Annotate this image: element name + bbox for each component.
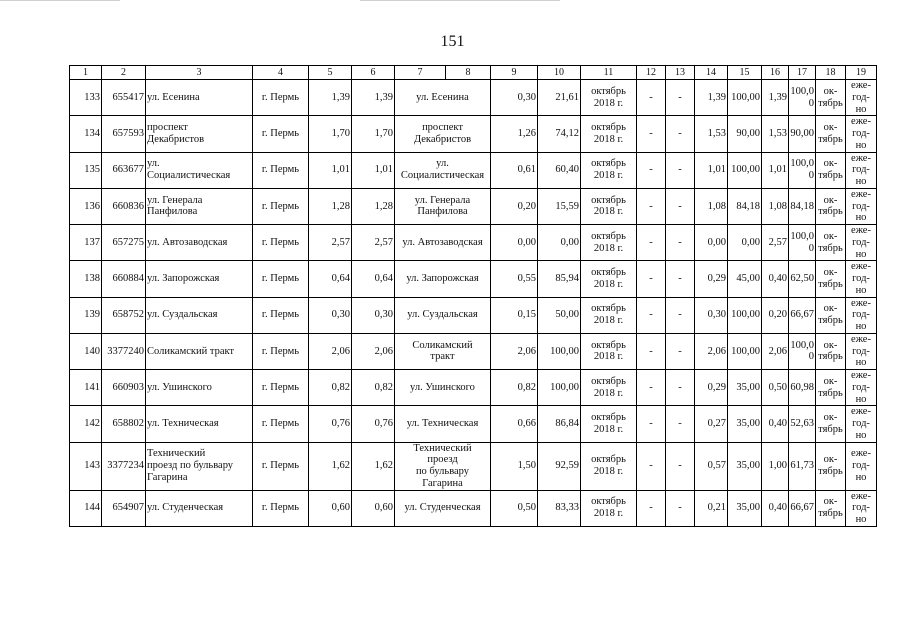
cell-value-9: 0,30 xyxy=(491,80,538,116)
column-header-10: 10 xyxy=(538,66,581,80)
column-header-9: 9 xyxy=(491,66,538,80)
cell-length-total: 2,06 xyxy=(309,333,352,369)
column-header-6: 6 xyxy=(352,66,395,80)
cell-value-13: - xyxy=(666,297,695,333)
table-row xyxy=(70,261,877,297)
cell-section-name: ул. Автозаводская xyxy=(395,225,491,261)
cell-frequency: еже- год- но xyxy=(846,333,877,369)
cell-value-9: 0,00 xyxy=(491,225,538,261)
cell-frequency: еже- год- но xyxy=(846,116,877,152)
cell-percent-17: 62,50 xyxy=(789,261,816,297)
cell-city: г. Пермь xyxy=(253,370,309,406)
cell-value-16: 1,01 xyxy=(762,152,789,188)
cell-value-12: - xyxy=(637,297,666,333)
cell-value-13: - xyxy=(666,116,695,152)
cell-percent-15: 100,00 xyxy=(728,152,762,188)
cell-value-14: 0,29 xyxy=(695,370,728,406)
cell-percent-15: 35,00 xyxy=(728,442,762,490)
cell-road-id: 658752 xyxy=(102,297,146,333)
cell-month: ок- тябрь xyxy=(816,333,846,369)
cell-row-number: 139 xyxy=(70,297,102,333)
cell-frequency: еже- год- но xyxy=(846,152,877,188)
cell-value-9: 0,61 xyxy=(491,152,538,188)
cell-value-12: - xyxy=(637,406,666,442)
cell-percent-15: 0,00 xyxy=(728,225,762,261)
cell-row-number: 137 xyxy=(70,225,102,261)
cell-road-id: 657593 xyxy=(102,116,146,152)
cell-road-name: ул. Суздальская xyxy=(146,297,253,333)
cell-assessment-date: октябрь 2018 г. xyxy=(581,297,637,333)
table-row xyxy=(70,370,877,406)
cell-section-name: проспект Декабристов xyxy=(395,116,491,152)
cell-road-id: 660836 xyxy=(102,188,146,224)
cell-row-number: 134 xyxy=(70,116,102,152)
cell-row-number: 133 xyxy=(70,80,102,116)
column-header-13: 13 xyxy=(666,66,695,80)
cell-road-id: 657275 xyxy=(102,225,146,261)
cell-assessment-date: октябрь 2018 г. xyxy=(581,490,637,526)
cell-value-16: 1,39 xyxy=(762,80,789,116)
cell-city: г. Пермь xyxy=(253,261,309,297)
cell-assessment-date: октябрь 2018 г. xyxy=(581,188,637,224)
cell-value-14: 1,01 xyxy=(695,152,728,188)
cell-value-14: 2,06 xyxy=(695,333,728,369)
cell-road-name: ул. Есенина xyxy=(146,80,253,116)
cell-frequency: еже- год- но xyxy=(846,442,877,490)
cell-length-assessed: 0,82 xyxy=(352,370,395,406)
column-header-7: 7 xyxy=(395,66,446,80)
cell-value-13: - xyxy=(666,490,695,526)
cell-frequency: еже- год- но xyxy=(846,225,877,261)
cell-month: ок- тябрь xyxy=(816,406,846,442)
cell-row-number: 143 xyxy=(70,442,102,490)
column-header-19: 19 xyxy=(846,66,877,80)
column-header-15: 15 xyxy=(728,66,762,80)
cell-value-12: - xyxy=(637,261,666,297)
cell-length-assessed: 1,28 xyxy=(352,188,395,224)
cell-road-id: 3377234 xyxy=(102,442,146,490)
column-header-14: 14 xyxy=(695,66,728,80)
cell-percent-17: 90,00 xyxy=(789,116,816,152)
cell-value-9: 0,55 xyxy=(491,261,538,297)
cell-road-id: 658802 xyxy=(102,406,146,442)
cell-road-name: Технический проезд по бульвару Гагарина xyxy=(146,442,253,490)
cell-percent-17: 66,67 xyxy=(789,297,816,333)
cell-value-12: - xyxy=(637,333,666,369)
cell-road-name: ул. Ушинского xyxy=(146,370,253,406)
cell-percent-10: 15,59 xyxy=(538,188,581,224)
cell-section-name: Технический проезд по бульвару Гагарина xyxy=(395,442,491,490)
cell-value-16: 0,50 xyxy=(762,370,789,406)
cell-assessment-date: октябрь 2018 г. xyxy=(581,116,637,152)
cell-value-9: 2,06 xyxy=(491,333,538,369)
cell-length-assessed: 1,70 xyxy=(352,116,395,152)
cell-percent-10: 74,12 xyxy=(538,116,581,152)
cell-city: г. Пермь xyxy=(253,225,309,261)
column-header-18: 18 xyxy=(816,66,846,80)
cell-frequency: еже- год- но xyxy=(846,406,877,442)
cell-length-assessed: 0,76 xyxy=(352,406,395,442)
cell-percent-17: 100,0 0 xyxy=(789,225,816,261)
cell-month: ок- тябрь xyxy=(816,490,846,526)
cell-value-16: 1,00 xyxy=(762,442,789,490)
cell-value-14: 0,21 xyxy=(695,490,728,526)
cell-assessment-date: октябрь 2018 г. xyxy=(581,80,637,116)
table-row xyxy=(70,333,877,369)
cell-value-13: - xyxy=(666,333,695,369)
cell-length-assessed: 0,60 xyxy=(352,490,395,526)
cell-city: г. Пермь xyxy=(253,406,309,442)
cell-frequency: еже- год- но xyxy=(846,490,877,526)
column-header-11: 11 xyxy=(581,66,637,80)
column-header-2: 2 xyxy=(102,66,146,80)
page-number: 151 xyxy=(440,33,465,50)
cell-assessment-date: октябрь 2018 г. xyxy=(581,225,637,261)
cell-length-total: 1,28 xyxy=(309,188,352,224)
cell-month: ок- тябрь xyxy=(816,442,846,490)
cell-length-assessed: 0,30 xyxy=(352,297,395,333)
cell-value-9: 0,66 xyxy=(491,406,538,442)
cell-percent-15: 35,00 xyxy=(728,490,762,526)
cell-frequency: еже- год- но xyxy=(846,297,877,333)
cell-length-assessed: 2,57 xyxy=(352,225,395,261)
cell-road-id: 655417 xyxy=(102,80,146,116)
cell-value-16: 2,06 xyxy=(762,333,789,369)
cell-percent-10: 100,00 xyxy=(538,333,581,369)
cell-value-9: 1,50 xyxy=(491,442,538,490)
cell-length-total: 0,64 xyxy=(309,261,352,297)
cell-percent-15: 35,00 xyxy=(728,406,762,442)
cell-value-16: 0,20 xyxy=(762,297,789,333)
table-row xyxy=(70,442,877,490)
cell-percent-17: 61,73 xyxy=(789,442,816,490)
cell-value-14: 0,27 xyxy=(695,406,728,442)
cell-section-name: ул. Запорожская xyxy=(395,261,491,297)
cell-value-12: - xyxy=(637,188,666,224)
cell-value-13: - xyxy=(666,406,695,442)
cell-value-9: 0,50 xyxy=(491,490,538,526)
cell-length-total: 0,76 xyxy=(309,406,352,442)
table-row xyxy=(70,116,877,152)
cell-percent-15: 35,00 xyxy=(728,370,762,406)
cell-length-total: 0,60 xyxy=(309,490,352,526)
column-header-8: 8 xyxy=(446,66,491,80)
cell-month: ок- тябрь xyxy=(816,225,846,261)
cell-percent-17: 100,0 0 xyxy=(789,80,816,116)
cell-value-14: 1,53 xyxy=(695,116,728,152)
cell-row-number: 144 xyxy=(70,490,102,526)
cell-month: ок- тябрь xyxy=(816,297,846,333)
cell-section-name: ул. Суздальская xyxy=(395,297,491,333)
cell-section-name: ул. Генерала Панфилова xyxy=(395,188,491,224)
cell-section-name: Соликамский тракт xyxy=(395,333,491,369)
cell-section-name: ул. Ушинского xyxy=(395,370,491,406)
cell-length-total: 1,39 xyxy=(309,80,352,116)
cell-percent-10: 0,00 xyxy=(538,225,581,261)
table-row xyxy=(70,188,877,224)
cell-frequency: еже- год- но xyxy=(846,188,877,224)
cell-month: ок- тябрь xyxy=(816,261,846,297)
cell-value-13: - xyxy=(666,188,695,224)
cell-frequency: еже- год- но xyxy=(846,80,877,116)
cell-section-name: ул. Техническая xyxy=(395,406,491,442)
cell-value-13: - xyxy=(666,80,695,116)
table-row xyxy=(70,406,877,442)
cell-road-name: ул. Студенческая xyxy=(146,490,253,526)
cell-road-id: 660903 xyxy=(102,370,146,406)
cell-percent-10: 86,84 xyxy=(538,406,581,442)
cell-road-id: 654907 xyxy=(102,490,146,526)
cell-percent-17: 100,0 0 xyxy=(789,152,816,188)
column-header-3: 3 xyxy=(146,66,253,80)
table-row xyxy=(70,297,877,333)
cell-road-name: ул. Автозаводская xyxy=(146,225,253,261)
cell-value-9: 1,26 xyxy=(491,116,538,152)
column-header-12: 12 xyxy=(637,66,666,80)
cell-road-name: проспект Декабристов xyxy=(146,116,253,152)
table-row xyxy=(70,152,877,188)
cell-percent-17: 60,98 xyxy=(789,370,816,406)
cell-section-name: ул. Студенческая xyxy=(395,490,491,526)
cell-length-assessed: 2,06 xyxy=(352,333,395,369)
cell-length-total: 1,70 xyxy=(309,116,352,152)
cell-frequency: еже- год- но xyxy=(846,261,877,297)
cell-value-16: 0,40 xyxy=(762,490,789,526)
cell-road-id: 3377240 xyxy=(102,333,146,369)
cell-row-number: 135 xyxy=(70,152,102,188)
cell-value-14: 1,08 xyxy=(695,188,728,224)
cell-road-name: Соликамский тракт xyxy=(146,333,253,369)
cell-frequency: еже- год- но xyxy=(846,370,877,406)
table-row xyxy=(70,490,877,526)
cell-length-total: 0,30 xyxy=(309,297,352,333)
cell-city: г. Пермь xyxy=(253,188,309,224)
cell-assessment-date: октябрь 2018 г. xyxy=(581,152,637,188)
cell-value-16: 2,57 xyxy=(762,225,789,261)
cell-month: ок- тябрь xyxy=(816,152,846,188)
cell-percent-10: 21,61 xyxy=(538,80,581,116)
cell-percent-15: 90,00 xyxy=(728,116,762,152)
column-header-17: 17 xyxy=(789,66,816,80)
cell-section-name: ул. Есенина xyxy=(395,80,491,116)
cell-assessment-date: октябрь 2018 г. xyxy=(581,333,637,369)
cell-percent-17: 66,67 xyxy=(789,490,816,526)
cell-row-number: 142 xyxy=(70,406,102,442)
cell-value-16: 0,40 xyxy=(762,406,789,442)
cell-month: ок- тябрь xyxy=(816,116,846,152)
cell-percent-15: 84,18 xyxy=(728,188,762,224)
cell-assessment-date: октябрь 2018 г. xyxy=(581,442,637,490)
cell-value-14: 0,00 xyxy=(695,225,728,261)
cell-assessment-date: октябрь 2018 г. xyxy=(581,406,637,442)
cell-length-total: 1,01 xyxy=(309,152,352,188)
cell-road-id: 660884 xyxy=(102,261,146,297)
cell-value-12: - xyxy=(637,116,666,152)
cell-section-name: ул. Социалистическая xyxy=(395,152,491,188)
cell-length-assessed: 1,01 xyxy=(352,152,395,188)
cell-value-13: - xyxy=(666,261,695,297)
cell-value-9: 0,15 xyxy=(491,297,538,333)
cell-value-12: - xyxy=(637,370,666,406)
column-header-5: 5 xyxy=(309,66,352,80)
cell-value-14: 0,29 xyxy=(695,261,728,297)
cell-row-number: 141 xyxy=(70,370,102,406)
cell-percent-10: 85,94 xyxy=(538,261,581,297)
cell-percent-15: 100,00 xyxy=(728,80,762,116)
cell-road-name: ул. Генерала Панфилова xyxy=(146,188,253,224)
cell-percent-10: 100,00 xyxy=(538,370,581,406)
cell-value-13: - xyxy=(666,442,695,490)
cell-row-number: 138 xyxy=(70,261,102,297)
cell-row-number: 136 xyxy=(70,188,102,224)
cell-value-12: - xyxy=(637,490,666,526)
cell-percent-10: 60,40 xyxy=(538,152,581,188)
cell-percent-10: 50,00 xyxy=(538,297,581,333)
cell-percent-17: 100,0 0 xyxy=(789,333,816,369)
cell-length-assessed: 1,39 xyxy=(352,80,395,116)
cell-percent-17: 52,63 xyxy=(789,406,816,442)
cell-value-14: 0,30 xyxy=(695,297,728,333)
cell-value-13: - xyxy=(666,225,695,261)
cell-length-total: 2,57 xyxy=(309,225,352,261)
cell-length-assessed: 0,64 xyxy=(352,261,395,297)
cell-percent-15: 100,00 xyxy=(728,333,762,369)
cell-value-12: - xyxy=(637,80,666,116)
cell-month: ок- тябрь xyxy=(816,370,846,406)
cell-assessment-date: октябрь 2018 г. xyxy=(581,261,637,297)
cell-value-9: 0,82 xyxy=(491,370,538,406)
cell-percent-17: 84,18 xyxy=(789,188,816,224)
cell-road-id: 663677 xyxy=(102,152,146,188)
cell-value-16: 0,40 xyxy=(762,261,789,297)
cell-value-14: 1,39 xyxy=(695,80,728,116)
cell-month: ок- тябрь xyxy=(816,188,846,224)
column-header-1: 1 xyxy=(70,66,102,80)
cell-value-13: - xyxy=(666,152,695,188)
cell-city: г. Пермь xyxy=(253,80,309,116)
cell-percent-10: 83,33 xyxy=(538,490,581,526)
table-row xyxy=(70,225,877,261)
column-header-4: 4 xyxy=(253,66,309,80)
cell-value-12: - xyxy=(637,225,666,261)
cell-road-name: ул. Запорожская xyxy=(146,261,253,297)
cell-city: г. Пермь xyxy=(253,490,309,526)
cell-month: ок- тябрь xyxy=(816,80,846,116)
cell-value-12: - xyxy=(637,152,666,188)
cell-assessment-date: октябрь 2018 г. xyxy=(581,370,637,406)
cell-value-16: 1,53 xyxy=(762,116,789,152)
cell-length-total: 0,82 xyxy=(309,370,352,406)
cell-city: г. Пермь xyxy=(253,116,309,152)
cell-city: г. Пермь xyxy=(253,442,309,490)
column-header-16: 16 xyxy=(762,66,789,80)
scan-top-edge xyxy=(0,0,905,2)
table-row xyxy=(70,80,877,116)
cell-city: г. Пермь xyxy=(253,297,309,333)
cell-value-16: 1,08 xyxy=(762,188,789,224)
cell-city: г. Пермь xyxy=(253,333,309,369)
cell-length-total: 1,62 xyxy=(309,442,352,490)
roads-table xyxy=(69,65,877,527)
cell-value-9: 0,20 xyxy=(491,188,538,224)
cell-value-12: - xyxy=(637,442,666,490)
cell-value-14: 0,57 xyxy=(695,442,728,490)
cell-road-name: ул. Техническая xyxy=(146,406,253,442)
cell-city: г. Пермь xyxy=(253,152,309,188)
cell-percent-15: 45,00 xyxy=(728,261,762,297)
cell-road-name: ул. Социалистическая xyxy=(146,152,253,188)
cell-length-assessed: 1,62 xyxy=(352,442,395,490)
cell-percent-10: 92,59 xyxy=(538,442,581,490)
cell-row-number: 140 xyxy=(70,333,102,369)
cell-value-13: - xyxy=(666,370,695,406)
column-number-header-row xyxy=(70,66,877,80)
cell-percent-15: 100,00 xyxy=(728,297,762,333)
